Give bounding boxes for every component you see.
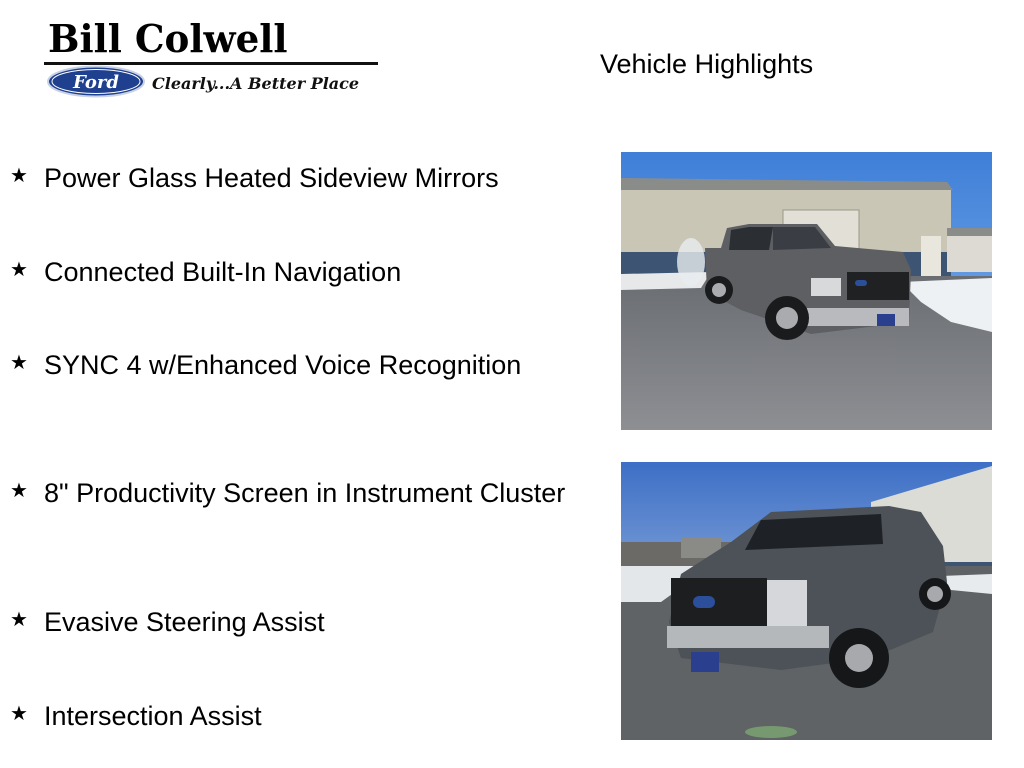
star-icon: ★ [10, 163, 28, 187]
star-icon: ★ [10, 478, 28, 502]
feature-text: SYNC 4 w/Enhanced Voice Recognition [44, 350, 522, 380]
page-title: Vehicle Highlights [600, 49, 814, 79]
feature-text: Intersection Assist [44, 701, 262, 731]
vehicle-photo-2 [621, 462, 992, 740]
logo-tagline: Clearly...A Better Place [152, 74, 360, 93]
ford-oval-logo [46, 65, 146, 98]
star-icon: ★ [10, 257, 28, 281]
feature-text: 8" Productivity Screen in Instrument Cluster [44, 478, 566, 508]
logo-brand-text: Ford [73, 72, 119, 93]
star-icon: ★ [10, 350, 28, 374]
star-icon: ★ [10, 701, 28, 725]
vehicle-photo-1 [621, 152, 992, 430]
feature-text: Evasive Steering Assist [44, 607, 325, 637]
feature-text: Connected Built-In Navigation [44, 257, 402, 287]
feature-text: Power Glass Heated Sideview Mirrors [44, 163, 499, 193]
logo-dealer-name: Bill Colwell [48, 16, 288, 61]
star-icon: ★ [10, 607, 28, 631]
dealer-logo [44, 16, 384, 106]
